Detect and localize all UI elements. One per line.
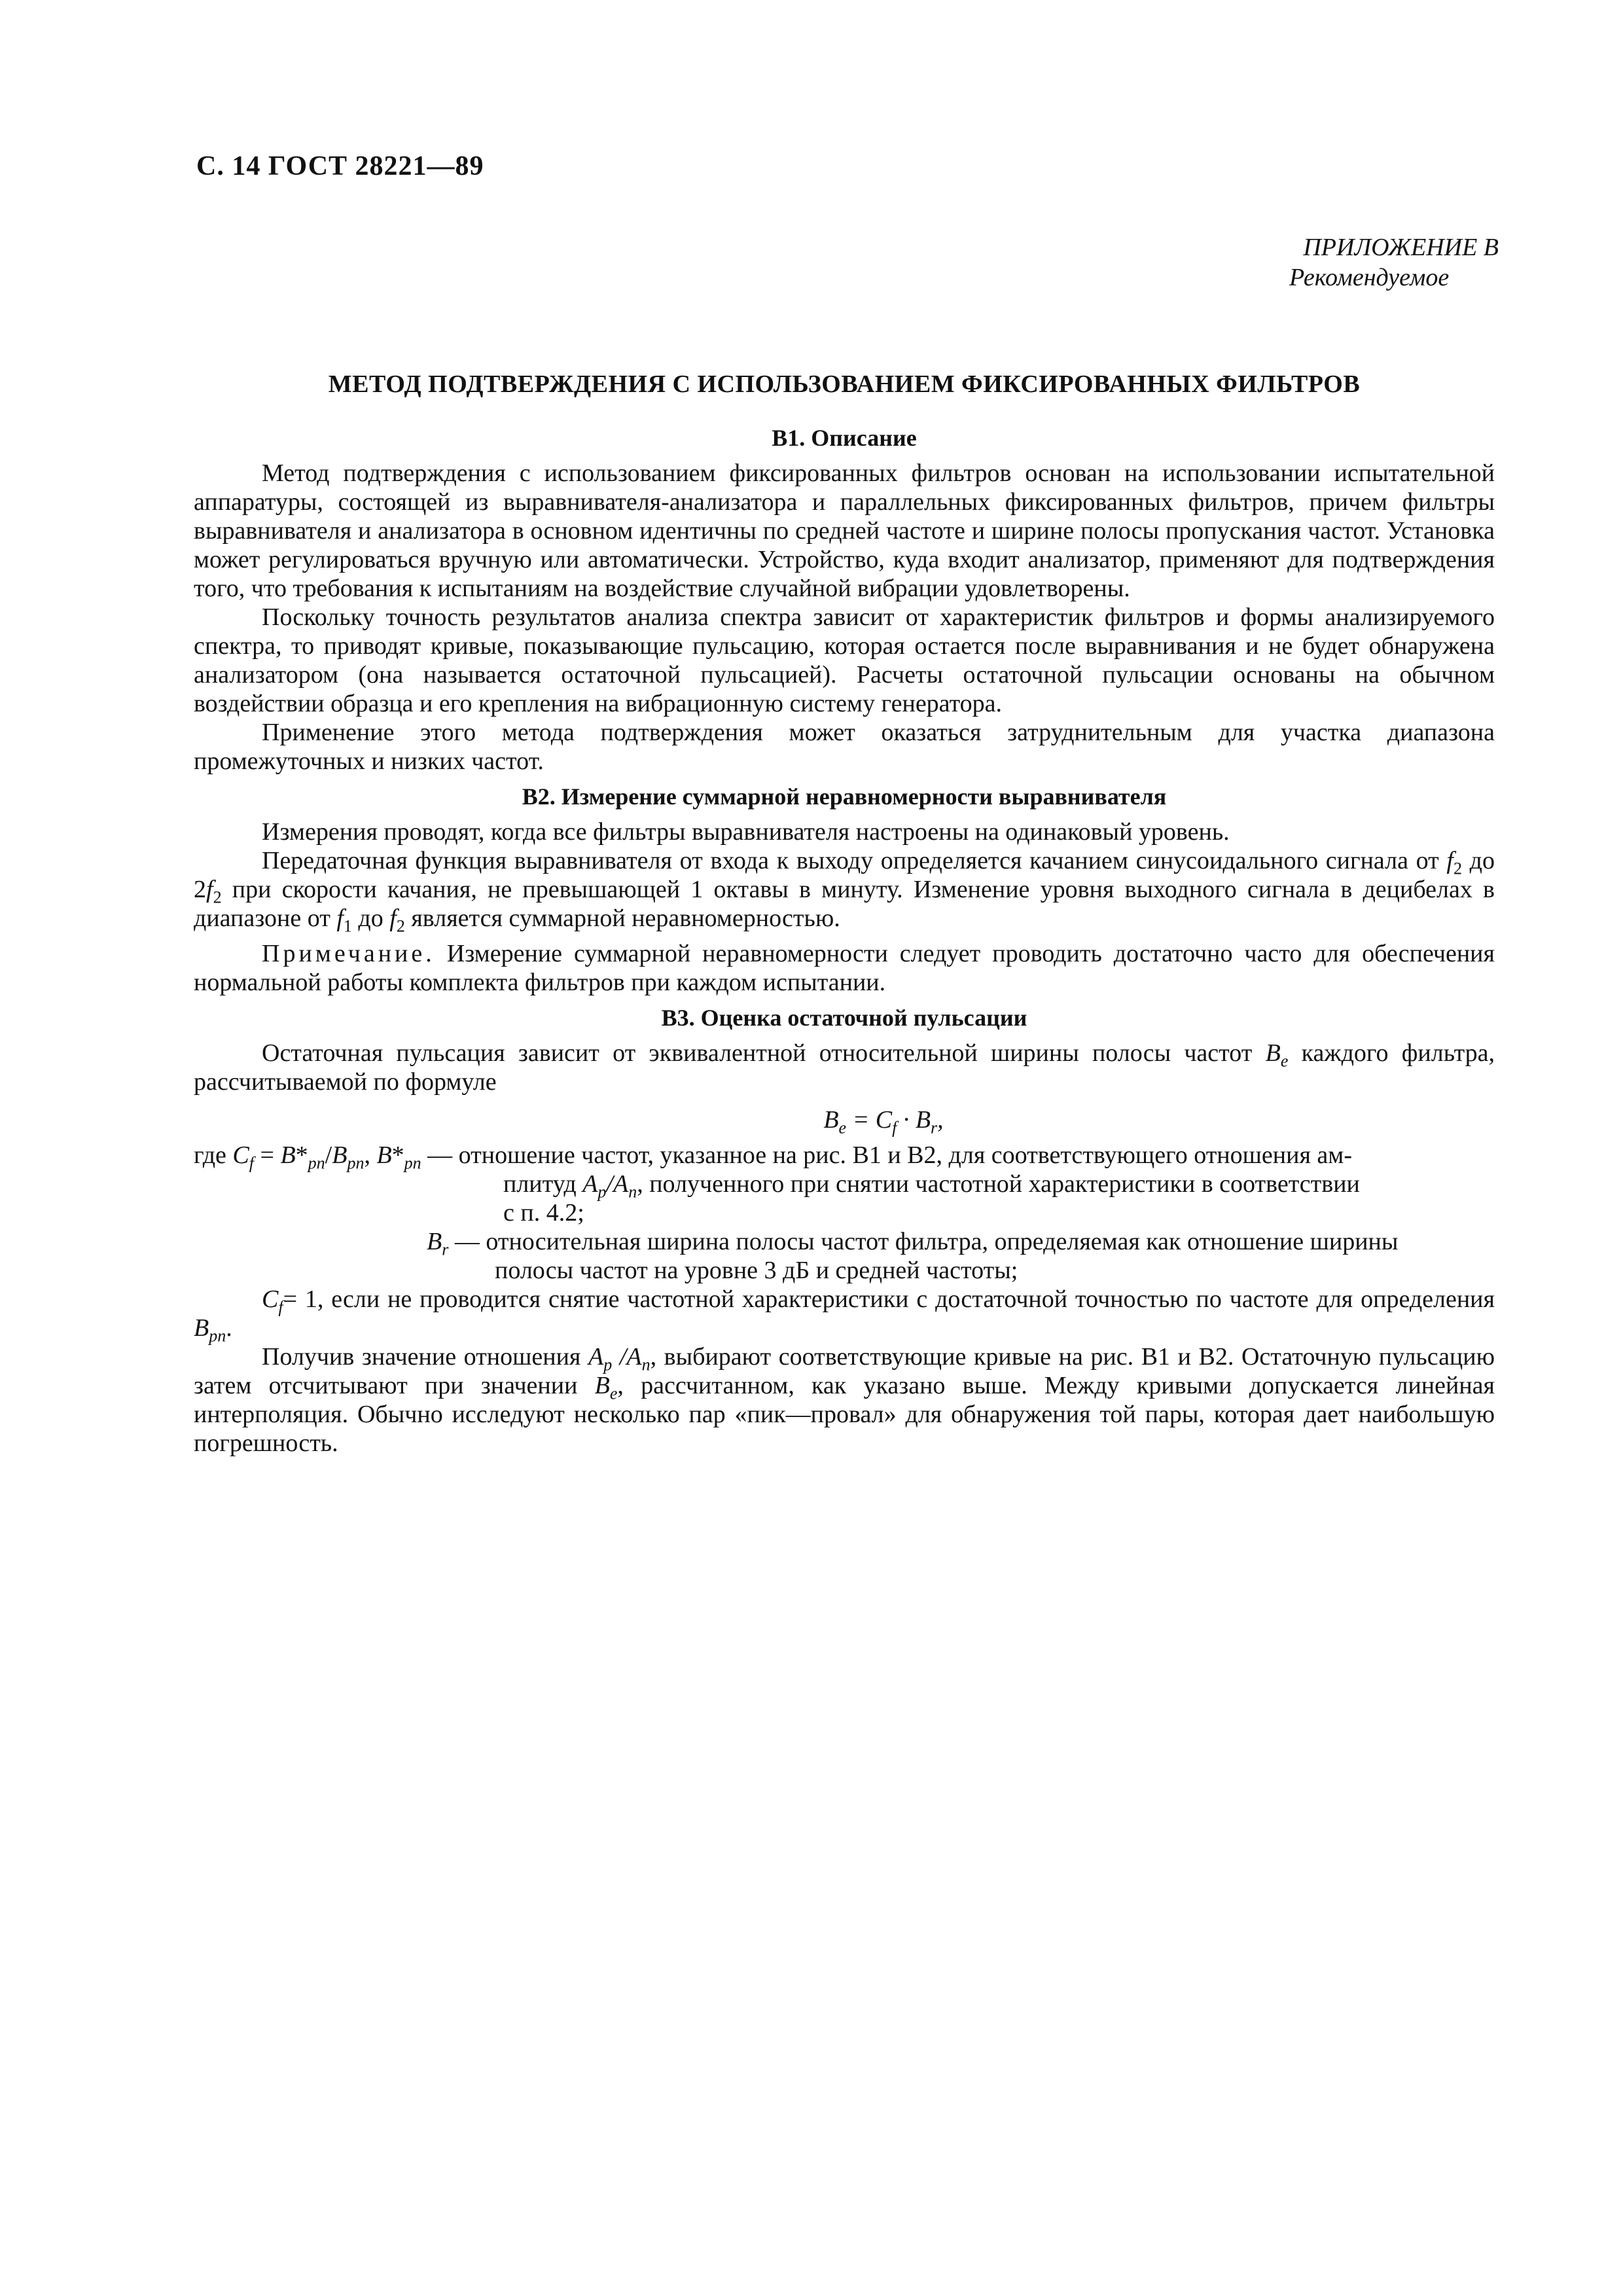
page-header-id: С. 14 ГОСТ 28221—89 <box>196 151 484 181</box>
definition-cf-text: — отношение частот, указанное на рис. В1 и В2, для соответствующего отношения ам- <box>427 1141 1352 1169</box>
section-b2-note <box>194 939 1495 997</box>
document-body <box>194 370 1495 1458</box>
definition-br: $B_r$ — относительная ширина полосы частот фильтра, определяемая как отношение ширины <box>427 1228 1399 1259</box>
section-b3-paragraph: Остаточная пульсация зависит от эквивалентной относительной ширины полосы частот $B_e$ каждого фильтра, рассчитываемой по формуле <box>194 1039 1495 1096</box>
appendix-block <box>1289 232 1499 293</box>
definition-cf-cont: плитуд $A_p/A_n$, полученного при снятии частотной характеристики в соответствии <box>503 1170 1360 1202</box>
section-b2-paragraph: Передаточная функция выравнивателя от входа к выходу определяется качанием синусоидального сигнала от $f_2$ до $2f_2$ при скорости качания, не превышающей 1 октавы в минуту. Изменение уровня выходного сигнала в децибелах в диапазоне от $f_1$ до $f_2$ является суммарной неравномерностью. <box>194 847 1495 936</box>
section-b1-heading: В1. Описание <box>772 425 917 451</box>
section-b3-paragraph: Получив значение отношения $A_p$ $/A_n$, выбирают соответствующие кривые на рис. В1 и В2. Остаточную пульсацию затем отсчитывают при значении $B_e$, рассчитанном, как указано выше. Между кривыми допускается линейная интерполяция. Обычно исследуют несколько пар «пик—провал» для обнаружения той пары, которая дает наибольшую погрешность. <box>194 1343 1495 1457</box>
definition-br-cont: полосы частот на уровне 3 дБ и средней частоты; <box>495 1257 1018 1284</box>
formula-definitions <box>194 1141 1495 1285</box>
definition-cf-key: где $C_f = B*_{pn}/B_{pn}$, $B*_{pn}$ <box>194 1141 421 1173</box>
section-b2-heading: В2. Измерение суммарной неравномерности выравнивателя <box>522 783 1167 810</box>
section-b1-paragraph: Применение этого метода подтверждения может оказаться затруднительным для участка диапазона промежуточных и низких частот. <box>194 719 1495 775</box>
definition-cf-cont: с п. 4.2; <box>503 1199 584 1227</box>
section-b3-heading: В3. Оценка остаточной пульсации <box>661 1005 1027 1031</box>
note-text: Измерение суммарной неравномерности следует проводить достаточно часто для обеспечения нормальной работы комплекта фильтров при каждом испытании. <box>194 940 1495 996</box>
formula-be: $B_e = C_f \cdot B_r$, <box>823 1106 944 1138</box>
section-b1-paragraph: Метод подтверждения с использованием фиксированных фильтров основан на использовании испытательной аппаратуры, состоящей из выравнивателя-анализатора и параллельных фиксированных фильтров, причем фильтры выравнивателя и анализатора в основном идентичны по средней частоте и ширине полосы пропускания частот. Установка может регулироваться вручную или автоматически. Устройство, куда входит анализатор, применяют для подтверждения того, что требования к испытаниям на воздействие случайной вибрации удовлетворены. <box>194 459 1495 602</box>
document-title: МЕТОД ПОДТВЕРЖДЕНИЯ С ИСПОЛЬЗОВАНИЕМ ФИКСИРОВАННЫХ ФИЛЬТРОВ <box>328 370 1361 398</box>
note-label: Примечание. <box>262 940 435 967</box>
section-b2-paragraph: Измерения проводят, когда все фильтры выравнивателя настроены на одинаковый уровень. <box>262 818 1230 846</box>
appendix-status: Рекомендуемое <box>1289 264 1450 291</box>
appendix-label: ПРИЛОЖЕНИЕ В <box>1303 234 1499 261</box>
section-b3-paragraph: $C_f= 1$, если не проводится снятие частотной характеристики с достаточной точностью по частоте для определения $B_{pn}$. <box>194 1285 1495 1346</box>
section-b1-paragraph: Поскольку точность результатов анализа спектра зависит от характеристик фильтров и формы анализируемого спектра, то приводят кривые, показывающие пульсацию, которая остается после выравнивания и не будет обнаружена анализатором (она называется остаточной пульсацией). Расчеты остаточной пульсации основаны на обычном воздействии образца и его крепления на вибрационную систему генератора. <box>194 603 1495 717</box>
